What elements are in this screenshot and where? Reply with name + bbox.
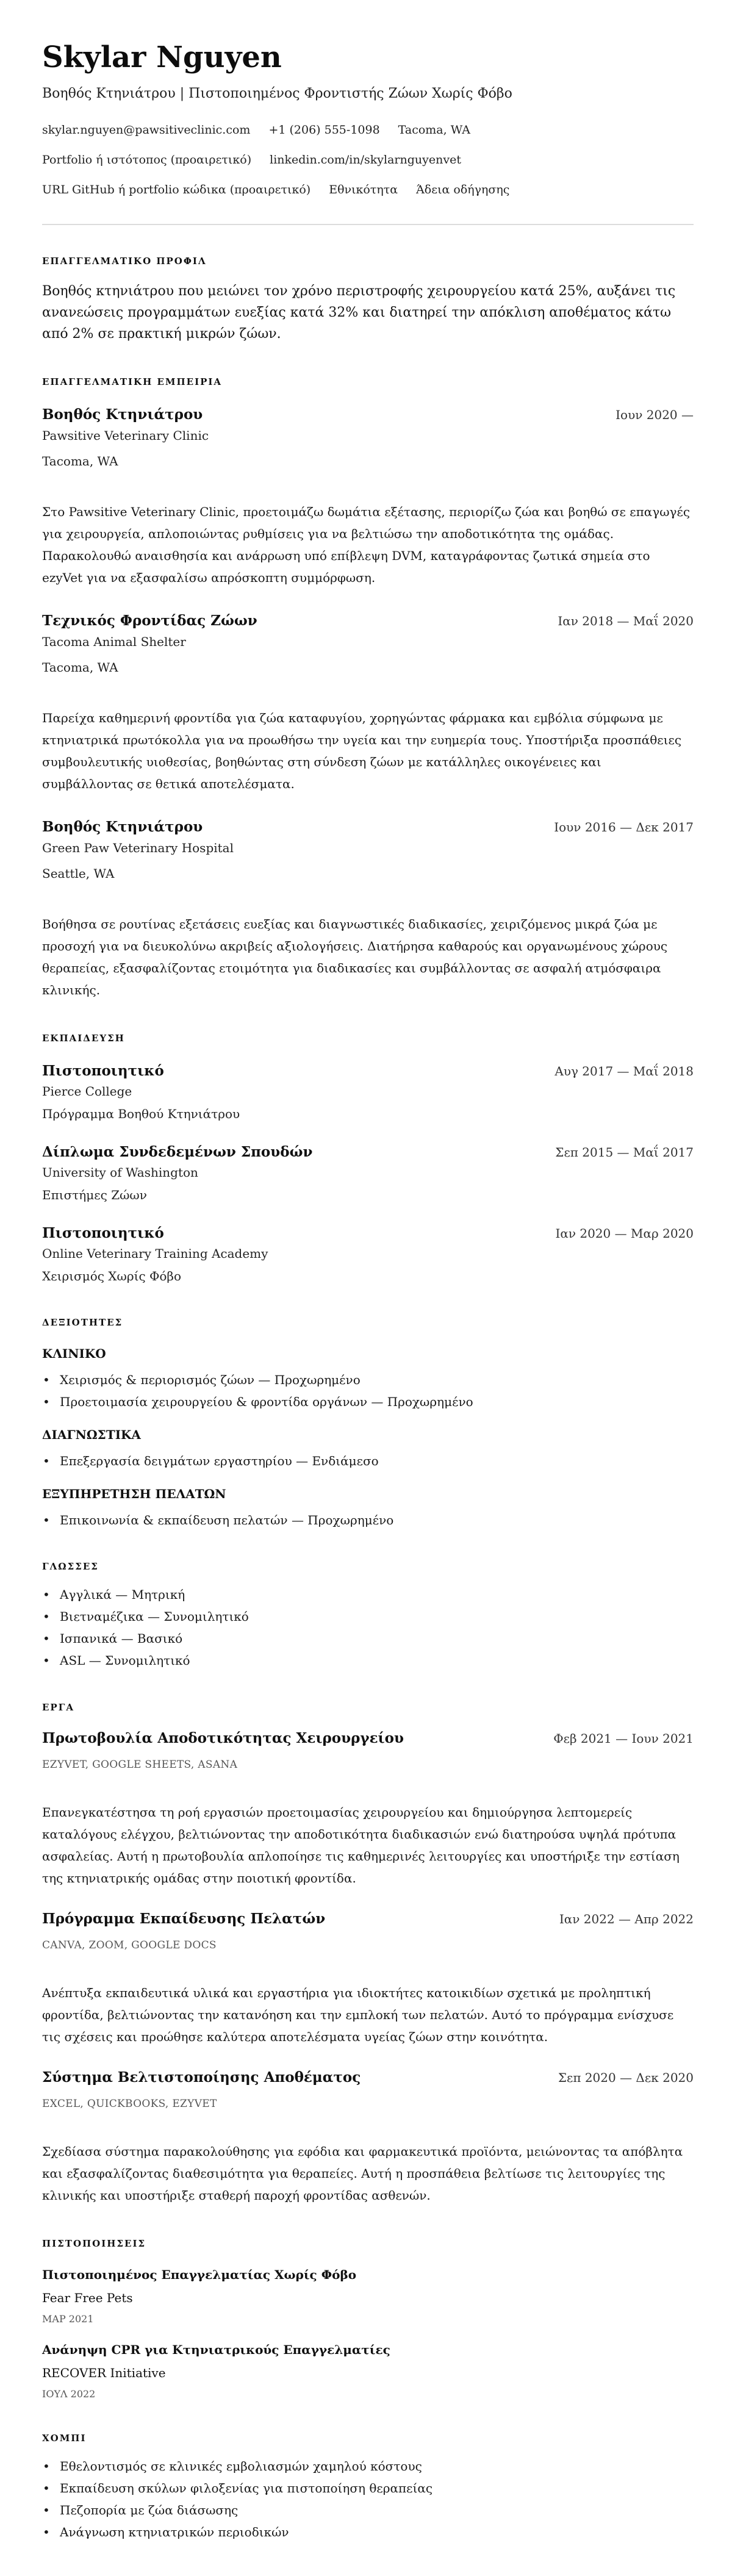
skill-list [42,1509,694,1531]
education-section [42,1031,694,1285]
job-dates: Ιουν 2020 — [615,407,694,422]
contact-row [42,151,694,169]
job-location: Tacoma, WA [42,660,118,675]
project-title: Πρόγραμμα Εκπαίδευσης Πελατών [42,1910,326,1927]
section-heading: ΕΠΑΓΓΕΛΜΑΤΙΚΟ ΠΡΟΦΙΛ [42,256,207,267]
project-title: Πρωτοβουλία Αποδοτικότητας Χειρουργείου [42,1730,404,1746]
skill-item: • Επικοινωνία & εκπαίδευση πελατών — Προχωρημένο [42,1509,694,1531]
certification-entry [42,2266,694,2326]
header-divider [42,224,694,225]
project-dates: Σεπ 2020 — Δεκ 2020 [558,2070,694,2085]
section-heading: ΧΟΜΠΙ [42,2433,87,2444]
project-tech: CANVA, ZOOM, GOOGLE DOCS [42,1939,217,1951]
languages-section [42,1560,694,1671]
education-entry [42,1143,694,1204]
certification-name: Πιστοποιημένος Επαγγελματίας Χωρίς Φόβο [42,2267,357,2282]
profile-summary: Βοηθός κτηνιάτρου που μειώνει τον χρόνο περιστροφής χειρουργείου κατά 25%, αυξάνει τις ανανεώσεις προγραμμάτων ευεξίας κατά 32% και διατηρεί την απόκλιση αποθέματος κάτω από 2% σε πρακτική μικρών ζώων. [42,284,676,342]
linkedin-link[interactable]: linkedin.com/in/skylarnguyenvet [270,153,461,167]
job-description: Στο Pawsitive Veterinary Clinic, προετοιμάζω δωμάτια εξέτασης, περιορίζω ζώα και βοηθώ σε επαγωγές για χειρουργεία, απλοποιώντας ρυθμίσεις για να βελτιώσω την αποδοτικότητα της ομάδας. Παρακολουθώ αναισθησία και ανάρρωση υπό επίβλεψη DVM, καταγράφοντας ζωτικά σημεία στο ezyVet για να εξασφαλίσω απρόσκοπτη συμμόρφωση. [42,504,691,585]
hobby-item: • Εκπαίδευση σκύλων φιλοξενίας για πιστοποίηση θεραπείας [42,2477,694,2499]
job-dates: Ιουν 2016 — Δεκ 2017 [554,820,694,834]
language-item: • Ισπανικά — Βασικό [42,1627,694,1649]
job-title: Βοηθός Κτηνιάτρου [42,819,203,835]
job-description: Βοήθησα σε ρουτίνας εξετάσεις ευεξίας και διαγνωστικές διαδικασίες, χειριζόμενος μικρά ζώα με προσοχή για να διευκολύνω ακριβείς αξιολογήσεις. Διατήρησα καθαρούς και οργανωμένους χώρους θεραπείας, εξασφαλίζοντας ετοιμότητα για διαδικασίες και συμβάλλοντας σε ασφαλή ατμόσφαιρα κλινικής. [42,917,668,997]
language-item: • ASL — Συνομιλητικό [42,1649,694,1671]
language-item: • Αγγλικά — Μητρική [42,1584,694,1606]
driving-license: Άδεια οδήγησης [416,183,510,196]
certification-date: ΜΑΡ 2021 [42,2313,94,2325]
section-heading: ΓΛΩΣΣΕΣ [42,1561,99,1572]
contact-row [42,181,694,199]
hobby-item: • Εθελοντισμός σε κλινικές εμβολιασμών χαμηλού κόστους [42,2455,694,2477]
education-entry [42,1224,694,1285]
school-name: University of Washington [42,1165,198,1180]
skill-item: • Χειρισμός & περιορισμός ζώων — Προχωρημένο [42,1369,694,1391]
candidate-headline: Βοηθός Κτηνιάτρου | Πιστοποιημένος Φροντιστής Ζώων Χωρίς Φόβο [42,86,512,101]
job-location: Seattle, WA [42,866,115,881]
project-tech: EXCEL, QUICKBOOKS, EZYVET [42,2098,217,2110]
skill-item: • Επεξεργασία δειγμάτων εργαστηρίου — Ενδιάμεσο [42,1450,694,1472]
hobby-list [42,2455,694,2543]
experience-entry [42,612,694,795]
certifications-section [42,2237,694,2401]
resume-header [42,40,694,199]
school-name: Pierce College [42,1084,132,1099]
certification-name: Ανάνηψη CPR για Κτηνιατρικούς Επαγγελματίες [42,2342,390,2357]
profile-section [42,254,694,345]
nationality: Εθνικότητα [329,183,398,196]
project-description: Επανεγκατέστησα τη ροή εργασιών προετοιμασίας χειρουργείου και δημιούργησα λεπτομερείς καταλόγους ελέγχου, βελτιώνοντας την αποδοτικότητα διαδικασιών ενώ διατηρούσα υψηλά πρότυπα ασφαλείας. Αυτή η πρωτοβουλία απλοποίησε τις καθημερινές λειτουργίες και υποστήριξε την εστίαση της κτηνιατρικής ομάδας στην ποιοτική φροντίδα. [42,1805,680,1885]
project-entry [42,1910,694,2048]
degree-title: Δίπλωμα Συνδεδεμένων Σπουδών [42,1144,313,1160]
section-heading: ΕΡΓΑ [42,1702,74,1713]
project-entry [42,2068,694,2206]
hobby-item: • Ανάγνωση κτηνιατρικών περιοδικών [42,2521,694,2543]
school-name: Online Veterinary Training Academy [42,1246,268,1261]
certification-date: ΙΟΥΛ 2022 [42,2388,96,2400]
portfolio-link[interactable]: Portfolio ή ιστότοπος (προαιρετικό) [42,153,252,167]
experience-section [42,375,694,1001]
language-item: • Βιετναμέζικα — Συνομιλητικό [42,1606,694,1627]
skill-list [42,1450,694,1472]
project-dates: Φεβ 2021 — Ιουν 2021 [553,1731,694,1746]
contact-row [42,121,694,139]
field-of-study: Πρόγραμμα Βοηθού Κτηνιάτρου [42,1107,240,1121]
section-heading: ΔΕΞΙΟΤΗΤΕΣ [42,1317,123,1328]
company-name: Green Paw Veterinary Hospital [42,841,234,855]
project-title: Σύστημα Βελτιστοποίησης Αποθέματος [42,2069,361,2086]
education-dates: Ιαν 2020 — Μαρ 2020 [555,1226,694,1241]
job-title: Βοηθός Κτηνιάτρου [42,406,203,423]
job-location: Tacoma, WA [42,454,118,468]
project-entry [42,1729,694,1889]
projects-section [42,1701,694,2206]
certification-issuer: RECOVER Initiative [42,2366,166,2380]
experience-entry [42,406,694,589]
skill-group-heading: ΚΛΙΝΙΚΟ [42,1346,106,1361]
education-dates: Αυγ 2017 — Μαΐ 2018 [554,1064,694,1078]
degree-title: Πιστοποιητικό [42,1225,164,1241]
certification-entry [42,2341,694,2401]
section-heading: ΠΙΣΤΟΠΟΙΗΣΕΙΣ [42,2238,146,2249]
skill-group-heading: ΕΞΥΠΗΡΕΤΗΣΗ ΠΕΛΑΤΩΝ [42,1487,226,1501]
project-tech: EZYVET, GOOGLE SHEETS, ASANA [42,1759,238,1771]
skill-item: • Προετοιμασία χειρουργείου & φροντίδα οργάνων — Προχωρημένο [42,1391,694,1413]
skill-list [42,1369,694,1413]
candidate-name: Skylar Nguyen [42,40,282,74]
education-entry [42,1062,694,1123]
skill-group-heading: ΔΙΑΓΝΩΣΤΙΚΑ [42,1427,141,1442]
hobby-item: • Πεζοπορία με ζώα διάσωσης [42,2499,694,2521]
project-description: Ανέπτυξα εκπαιδευτικά υλικά και εργαστήρια για ιδιοκτήτες κατοικιδίων σχετικά με προληπτική φροντίδα, βελτιώνοντας την κατανόηση και την εμπλοκή των πελατών. Αυτό το πρόγραμμα ενίσχυσε τις σχέσεις και προώθησε καλύτερα αποτελέσματα υγείας ζώων στην κοινότητα. [42,1986,674,2044]
education-dates: Σεπ 2015 — Μαΐ 2017 [555,1145,694,1160]
job-description: Παρείχα καθημερινή φροντίδα για ζώα καταφυγίου, χορηγώντας φάρμακα και εμβόλια σύμφωνα με κτηνιατρικά πρωτόκολλα για να προωθήσω την υγεία και την ευημερία τους. Υποστήριξα προσπάθειες συμβουλευτικής υιοθεσίας, βοηθώντας στη σύνδεση ζώων με κατάλληλες οικογένειες και συμβάλλοντας σε θετικά αποτελέσματα. [42,711,682,791]
experience-entry [42,818,694,1001]
certification-issuer: Fear Free Pets [42,2291,133,2305]
email-link[interactable]: skylar.nguyen@pawsitiveclinic.com [42,123,251,137]
section-heading: ΕΠΑΓΓΕΛΜΑΤΙΚΗ ΕΜΠΕΙΡΙΑ [42,376,223,387]
location: Tacoma, WA [398,123,471,137]
project-description: Σχεδίασα σύστημα παρακολούθησης για εφόδια και φαρμακευτικά προϊόντα, μειώνοντας τα απόβλητα και εξασφαλίζοντας διαθεσιμότητα για θεραπείες. Αυτή η προσπάθεια βελτίωσε τις λειτουργίες της κλινικής και υποστήριξε σταθερή παροχή φροντίδας ασθενών. [42,2144,683,2203]
job-dates: Ιαν 2018 — Μαΐ 2020 [558,614,694,628]
company-name: Tacoma Animal Shelter [42,634,186,649]
phone-number: +1 (206) 555-1098 [268,123,380,137]
language-list [42,1584,694,1671]
skills-section [42,1316,694,1531]
field-of-study: Επιστήμες Ζώων [42,1188,147,1202]
field-of-study: Χειρισμός Χωρίς Φόβο [42,1269,182,1283]
project-dates: Ιαν 2022 — Απρ 2022 [559,1912,694,1926]
degree-title: Πιστοποιητικό [42,1063,164,1079]
job-title: Τεχνικός Φροντίδας Ζώων [42,612,257,629]
section-heading: ΕΚΠΑΙΔΕΥΣΗ [42,1033,125,1044]
github-link[interactable]: URL GitHub ή portfolio κώδικα (προαιρετικό) [42,183,311,196]
company-name: Pawsitive Veterinary Clinic [42,428,209,443]
hobbies-section [42,2431,694,2543]
